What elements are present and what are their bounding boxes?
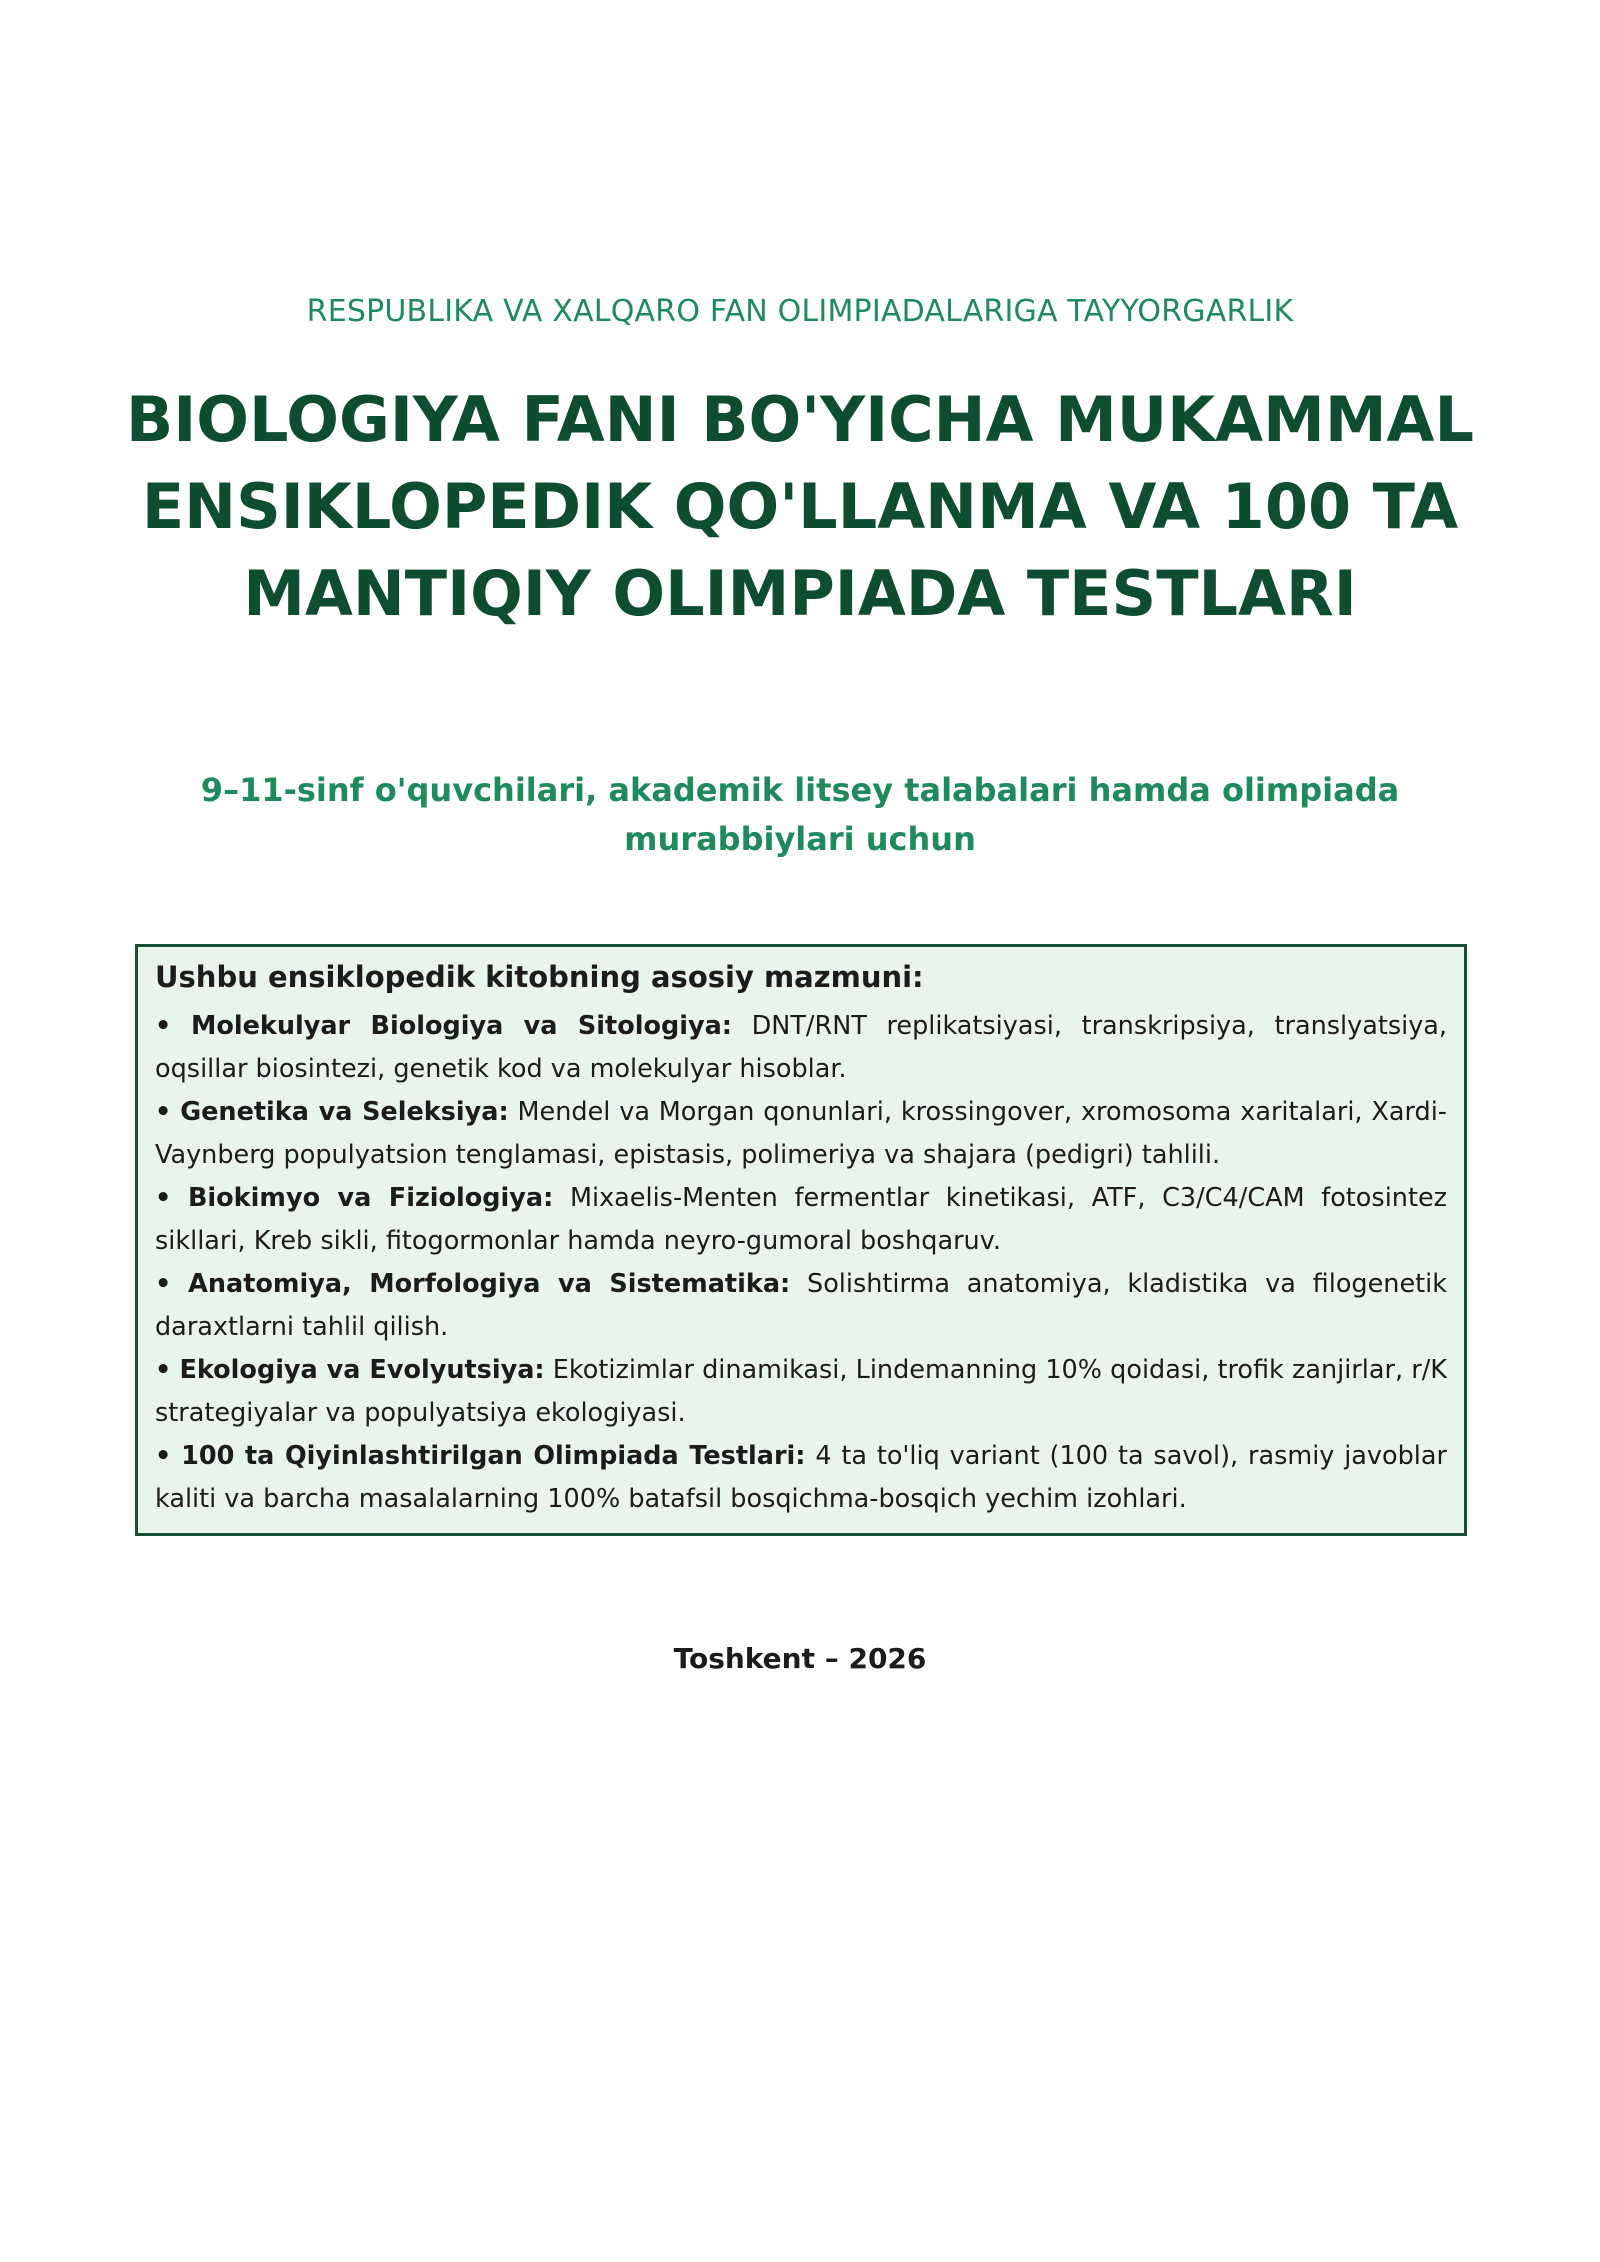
list-item <box>155 1435 1447 1521</box>
item-label: Anatomiya, Morfologiya va Sistematika: <box>188 1269 791 1299</box>
item-label: Molekulyar Biologiya va Sitologiya: <box>190 1011 732 1041</box>
item-text: DNT/RNT replikatsiyasi, transkripsiya, translyatsiya, oqsillar biosintezi, genetik kod va molekulyar hisoblar. <box>155 1011 1448 1084</box>
item-text: 4 ta to'liq variant (100 ta savol), rasmiy javoblar kaliti va barcha masalalarning 100% batafsil bosqichma-bosqich yechim izohlari. <box>155 1441 1447 1514</box>
list-item <box>155 1263 1447 1349</box>
bullet-icon: • <box>155 1441 172 1471</box>
item-label: Ekologiya va Evolyutsiya: <box>179 1355 545 1385</box>
place-year: Toshkent – 2026 <box>673 1642 927 1675</box>
item-text: Ekotizimlar dinamikasi, Lindemanning 10% qoidasi, trofik zanjirlar, r/K strategiyalar va populyatsiya ekologiyasi. <box>155 1355 1448 1428</box>
item-text: Mendel va Morgan qonunlari, krossingover, xromosoma xaritalari, Xardi-Vaynberg populyatsion tenglamasi, epistasis, polimeriya va shajara (pedigri) tahlili. <box>155 1097 1447 1170</box>
list-item <box>155 1005 1447 1091</box>
contents-heading: Ushbu ensiklopedik kitobning asosiy mazmuni: <box>155 960 924 994</box>
contents-box <box>135 944 1467 1536</box>
document-title: BIOLOGIYA FANI BO'YICHA MUKAMMAL ENSIKLOPEDIK QO'LLANMA VA 100 TA MANTIQIY OLIMPIADA TESTLARI <box>125 383 1475 630</box>
list-item <box>155 1177 1447 1263</box>
bullet-icon: • <box>155 1269 172 1299</box>
item-label: Biokimyo va Fiziologiya: <box>187 1183 554 1213</box>
bullet-icon: • <box>155 1097 172 1127</box>
contents-list <box>155 1005 1447 1521</box>
bullet-icon: • <box>155 1011 172 1041</box>
bullet-icon: • <box>155 1355 172 1385</box>
item-label: Genetika va Seleksiya: <box>180 1097 509 1127</box>
item-text: Solishtirma anatomiya, kladistika va filogenetik daraxtlarni tahlil qilish. <box>155 1269 1447 1342</box>
list-item <box>155 1349 1447 1435</box>
item-text: Mixaelis-Menten fermentlar kinetikasi, ATF, C3/C4/CAM fotosintez sikllari, Kreb sikli, fitogormonlar hamda neyro-gumoral boshqaruv. <box>155 1183 1448 1256</box>
supertitle: RESPUBLIKA VA XALQARO FAN OLIMPIADALARIGA TAYYORGARLIK <box>306 294 1294 329</box>
document-subtitle: 9–11-sinf o'quvchilari, akademik litsey talabalari hamda olimpiada murabbiylari uchun <box>200 771 1400 858</box>
item-label: 100 ta Qiyinlashtirilgan Olimpiada Testlari: <box>181 1441 806 1471</box>
list-item <box>155 1091 1447 1177</box>
bullet-icon: • <box>155 1183 172 1213</box>
